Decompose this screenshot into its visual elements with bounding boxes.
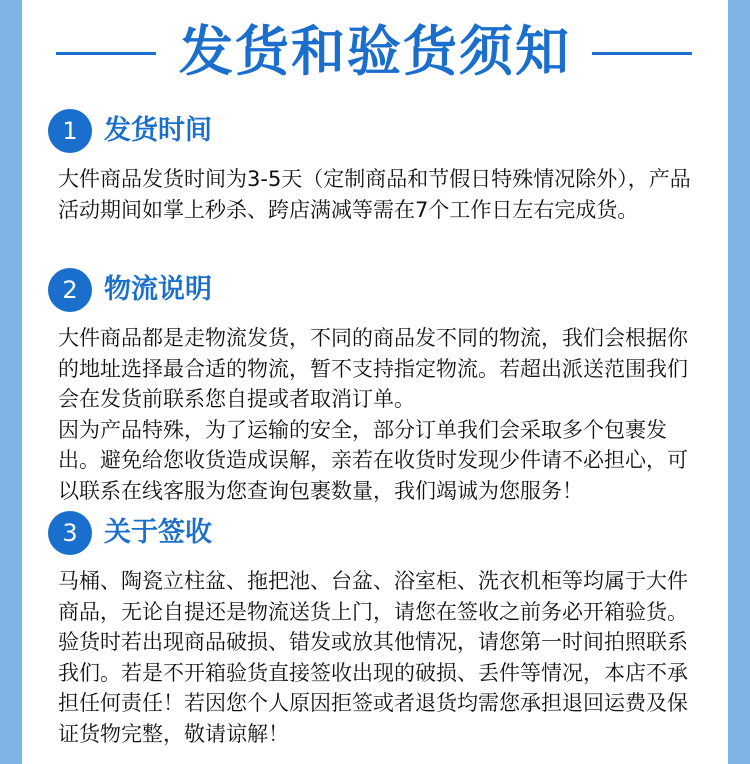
paragraph: 马桶、陶瓷立柱盆、拖把池、台盆、浴室柜、洗衣机柜等均属于大件商品，无论自提还是物流送货上门，请您在签收之前务必开箱验货。验货时若出现商品破损、错发或放其他情况，请您第一时间拍照联系我们。若是不开箱验货直接签收出现的破损、丢件等情况，本店不承担任何责任！若因您个人原因拒签或者退货均需您承担退回运费及保证货物完整，敬请谅解！ [58,569,688,746]
section-body [58,566,708,749]
paragraph: 大件商品都是走物流发货，不同的商品发不同的物流，我们会根据你的地址选择最合适的物流，暂不支持指定物流。若超出派送范围我们会在发货前联系您自提或者取消订单。 [58,326,688,411]
paragraph: 因为产品特殊，为了运输的安全，部分订单我们会采取多个包裹发出。避免给您收货造成误解，亲若在收货时发现少件请不必担心，可以联系在线客服为您查询包裹数量，我们竭诚为您服务！ [58,417,688,503]
title-rule-right [592,52,692,55]
page-title: 发货和验货须知 [179,20,571,83]
title-row [22,14,728,90]
section-number-badge: 1 [48,109,92,153]
section-heading: 发货时间 [104,115,212,146]
paragraph: 大件商品发货时间为3-5天（定制商品和节假日特殊情况除外），产品活动期间如掌上秒杀、跨店满减等需在7个工作日左右完成货。 [58,167,691,222]
section-header [48,268,688,312]
section-body [58,323,708,506]
notice-card [22,0,728,764]
section-number-badge: 2 [48,268,92,312]
section-header [48,511,688,555]
section-heading: 物流说明 [104,274,212,305]
section-header [48,109,688,153]
section-body [58,164,708,225]
section-heading: 关于签收 [104,517,212,548]
section-number-badge: 3 [48,511,92,555]
